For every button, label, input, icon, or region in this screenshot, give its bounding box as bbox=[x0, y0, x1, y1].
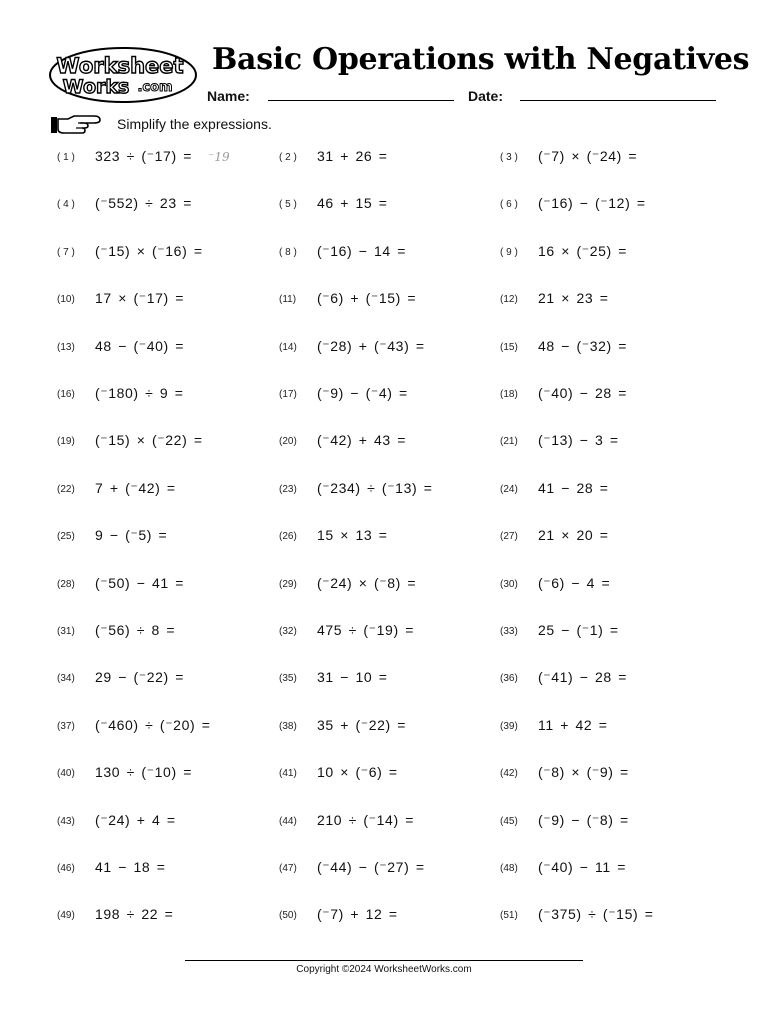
problem-expression: 11 + 42 = bbox=[538, 716, 608, 733]
problem-number: ( 3 ) bbox=[500, 152, 518, 163]
problem-number: (47) bbox=[279, 863, 297, 874]
problem-number: (38) bbox=[279, 720, 297, 732]
problem-expression: (⁻24) + 4 = bbox=[95, 811, 176, 828]
problem-number: (13) bbox=[57, 341, 75, 353]
logo-text-works: Works bbox=[62, 76, 130, 98]
problem-number: (46) bbox=[57, 863, 75, 874]
problem-number: (49) bbox=[57, 910, 75, 922]
name-label: Name: bbox=[207, 88, 250, 104]
problem-number: (27) bbox=[500, 531, 518, 543]
handwritten-answer-1: ⁻19 bbox=[208, 150, 230, 164]
problem-expression: (⁻24) × (⁻8) = bbox=[317, 574, 417, 591]
problem-expression: (⁻15) × (⁻16) = bbox=[95, 242, 203, 259]
problem-number: ( 4 ) bbox=[57, 199, 75, 211]
problem-number: ( 9 ) bbox=[500, 246, 518, 258]
problem-number: (18) bbox=[500, 389, 518, 400]
problem-expression: (⁻234) ÷ (⁻13) = bbox=[317, 479, 433, 496]
problem-number: (45) bbox=[500, 815, 518, 827]
problem-expression: 15 × 13 = bbox=[317, 527, 388, 544]
problem-number: (51) bbox=[500, 910, 518, 922]
problem-number: (17) bbox=[279, 389, 297, 400]
problem-expression: (⁻40) − 11 = bbox=[538, 859, 627, 875]
problem-number: (34) bbox=[57, 673, 75, 685]
problem-expression: (⁻56) ÷ 8 = bbox=[95, 622, 176, 638]
problem-expression: 48 − (⁻32) = bbox=[538, 337, 628, 354]
problem-expression: 21 × 20 = bbox=[538, 527, 609, 544]
problem-expression: 29 − (⁻22) = bbox=[95, 669, 185, 686]
problem-expression: 21 × 23 = bbox=[538, 290, 609, 307]
problem-number: ( 7 ) bbox=[57, 246, 75, 258]
problem-expression: (⁻16) − 14 = bbox=[317, 242, 407, 259]
problem-number: (15) bbox=[500, 341, 518, 353]
problem-expression: 31 − 10 = bbox=[317, 669, 388, 686]
problem-number: (26) bbox=[279, 531, 297, 543]
problem-expression: (⁻460) ÷ (⁻20) = bbox=[95, 716, 211, 733]
logo-text-com: .com bbox=[137, 80, 173, 95]
problem-number: (35) bbox=[279, 673, 297, 685]
problem-expression: 41 − 18 = bbox=[95, 859, 166, 875]
problem-expression: (⁻40) − 28 = bbox=[538, 385, 628, 401]
problem-expression: 10 × (⁻6) = bbox=[317, 764, 398, 781]
problem-number: (14) bbox=[279, 341, 297, 353]
problem-expression: 130 ÷ (⁻10) = bbox=[95, 764, 192, 781]
instructions-text: Simplify the expressions. bbox=[117, 116, 272, 132]
problem-number: (41) bbox=[279, 768, 297, 780]
problem-expression: (⁻16) − (⁻12) = bbox=[538, 195, 646, 212]
problem-expression: (⁻28) + (⁻43) = bbox=[317, 337, 425, 354]
problem-number: ( 2 ) bbox=[279, 152, 297, 163]
problem-number: (10) bbox=[57, 294, 75, 306]
problem-number: (30) bbox=[500, 578, 518, 590]
problem-expression: (⁻6) − 4 = bbox=[538, 574, 611, 591]
problem-expression: (⁻41) − 28 = bbox=[538, 669, 628, 686]
problem-number: (44) bbox=[279, 815, 297, 827]
problem-number: (16) bbox=[57, 389, 75, 400]
problem-expression: 25 − (⁻1) = bbox=[538, 622, 619, 638]
problem-expression: (⁻42) + 43 = bbox=[317, 432, 407, 449]
problem-number: (22) bbox=[57, 483, 75, 495]
problem-number: (37) bbox=[57, 720, 75, 732]
page-title: Basic Operations with Negatives bbox=[212, 42, 750, 77]
problem-expression: 17 × (⁻17) = bbox=[95, 290, 185, 307]
problem-number: (11) bbox=[279, 294, 297, 306]
problem-number: (48) bbox=[500, 863, 518, 874]
problem-number: (28) bbox=[57, 578, 75, 590]
problem-expression: (⁻15) × (⁻22) = bbox=[95, 432, 203, 449]
problem-expression: (⁻180) ÷ 9 = bbox=[95, 385, 184, 401]
problem-expression: 7 + (⁻42) = bbox=[95, 479, 176, 496]
problem-expression: 9 − (⁻5) = bbox=[95, 527, 168, 544]
problem-number: (43) bbox=[57, 815, 75, 827]
problem-expression: (⁻8) × (⁻9) = bbox=[538, 764, 629, 781]
problem-number: ( 1 ) bbox=[57, 152, 75, 163]
problem-expression: (⁻6) + (⁻15) = bbox=[317, 290, 417, 307]
problem-number: (42) bbox=[500, 768, 518, 780]
problem-number: (21) bbox=[500, 436, 518, 448]
problem-number: (25) bbox=[57, 531, 75, 543]
problem-number: (33) bbox=[500, 626, 518, 637]
problem-expression: (⁻7) + 12 = bbox=[317, 906, 398, 923]
problem-number: (19) bbox=[57, 436, 75, 448]
problem-expression: 475 ÷ (⁻19) = bbox=[317, 622, 414, 638]
problem-expression: (⁻13) − 3 = bbox=[538, 432, 619, 449]
problem-number: ( 5 ) bbox=[279, 199, 297, 211]
problem-expression: (⁻9) − (⁻4) = bbox=[317, 385, 408, 401]
problem-expression: 210 ÷ (⁻14) = bbox=[317, 811, 414, 828]
logo-text-worksheet: Worksheet bbox=[56, 54, 184, 78]
problem-number: (29) bbox=[279, 578, 297, 590]
problem-number: ( 8 ) bbox=[279, 246, 297, 258]
problem-expression: 48 − (⁻40) = bbox=[95, 337, 185, 354]
problem-expression: 198 ÷ 22 = bbox=[95, 906, 174, 923]
problem-expression: 35 + (⁻22) = bbox=[317, 716, 407, 733]
problem-expression: 323 ÷ (⁻17) = bbox=[95, 148, 192, 164]
copyright-footer: Copyright ©2024 WorksheetWorks.com bbox=[296, 964, 472, 975]
problem-number: (20) bbox=[279, 436, 297, 448]
problem-number: (36) bbox=[500, 673, 518, 685]
problem-expression: (⁻7) × (⁻24) = bbox=[538, 148, 638, 164]
problem-number: (32) bbox=[279, 626, 297, 637]
problem-number: ( 6 ) bbox=[500, 199, 518, 211]
problem-number: (39) bbox=[500, 720, 518, 732]
problem-number: (40) bbox=[57, 768, 75, 780]
date-label: Date: bbox=[468, 88, 504, 104]
problem-expression: (⁻44) − (⁻27) = bbox=[317, 859, 425, 875]
problem-number: (12) bbox=[500, 294, 518, 306]
problem-expression: (⁻9) − (⁻8) = bbox=[538, 811, 629, 828]
problem-expression: 16 × (⁻25) = bbox=[538, 242, 628, 259]
problem-number: (50) bbox=[279, 910, 297, 922]
footer-divider bbox=[185, 960, 583, 961]
problem-expression: 31 + 26 = bbox=[317, 148, 388, 164]
problem-number: (24) bbox=[500, 483, 518, 495]
problem-expression: (⁻50) − 41 = bbox=[95, 574, 185, 591]
problem-expression: (⁻552) ÷ 23 = bbox=[95, 195, 192, 212]
problem-number: (23) bbox=[279, 483, 297, 495]
problem-number: (31) bbox=[57, 626, 75, 637]
problem-expression: 46 + 15 = bbox=[317, 195, 388, 212]
problem-expression: 41 − 28 = bbox=[538, 479, 609, 496]
problem-expression: (⁻375) ÷ (⁻15) = bbox=[538, 906, 654, 923]
